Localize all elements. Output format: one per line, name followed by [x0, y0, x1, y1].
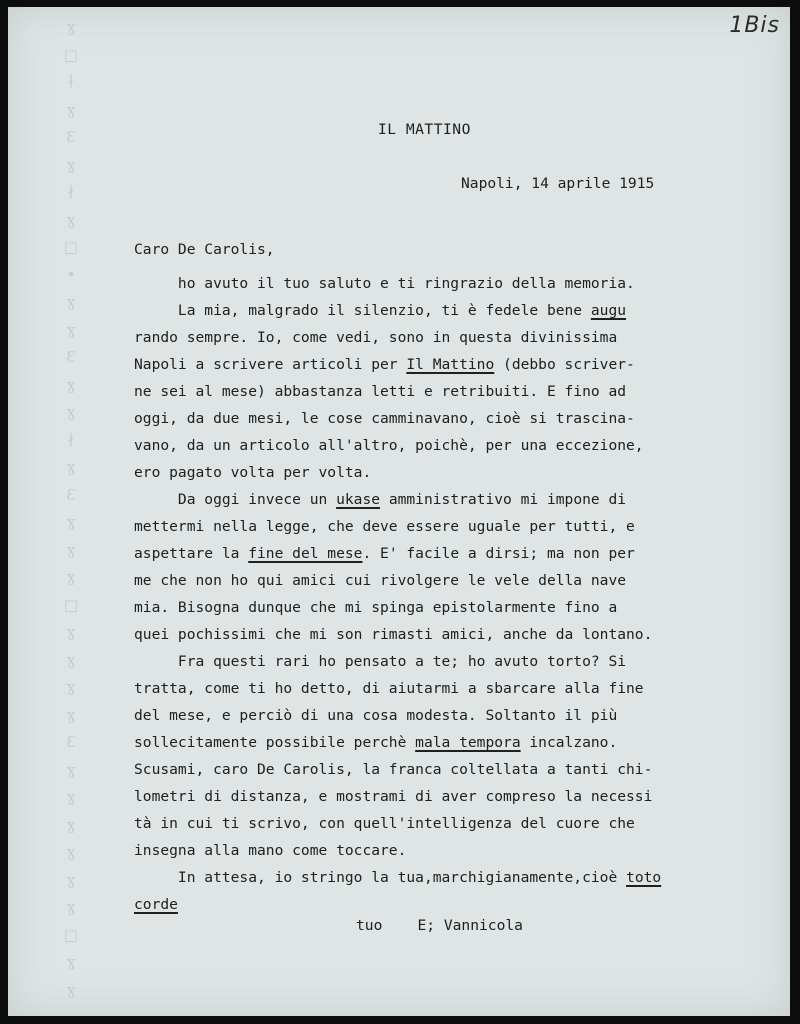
body-line: [134, 675, 774, 702]
underlined-text: mala tempora: [415, 734, 521, 751]
body-line: [134, 351, 774, 378]
letter-page: [8, 7, 790, 1016]
show-through-mark: ɣ: [66, 458, 76, 476]
body-text: lometri di distanza, e mostrami di aver compreso la necessi: [134, 788, 653, 805]
show-through-mark: ɣ: [66, 375, 76, 394]
body-text: Napoli a scrivere articoli per: [134, 356, 407, 373]
body-text: me che non ho qui amici cui rivolgere le vele della nave: [134, 572, 627, 589]
show-through-mark: ɣ: [66, 788, 76, 806]
body-line: [134, 324, 774, 351]
body-line: [134, 729, 774, 756]
body-text: amministrativo mi impone di: [380, 491, 627, 508]
body-line: [134, 648, 774, 675]
body-line: [134, 621, 774, 648]
underlined-text: ukase: [336, 491, 381, 508]
show-through-mark: ɣ: [66, 403, 76, 421]
body-text: mettermi nella legge, che deve essere uguale per tutti, e: [134, 518, 635, 535]
show-through-margin: [62, 7, 84, 1016]
body-line: [134, 891, 774, 918]
body-line: [134, 702, 774, 729]
show-through-mark: ɣ: [66, 540, 76, 559]
show-through-mark: ɣ: [66, 678, 76, 696]
body-line: [134, 486, 774, 513]
body-text: Da oggi invece un: [134, 491, 337, 508]
body-text: del mese, e perciò di una cosa modesta. Soltanto il più: [134, 707, 618, 724]
show-through-mark: ɣ: [66, 623, 76, 641]
show-through-mark: ɣ: [66, 705, 76, 724]
underlined-text: toto: [626, 869, 662, 886]
show-through-mark: ɣ: [66, 650, 76, 669]
show-through-mark: Ɛ: [66, 733, 76, 751]
body-text: (debbo scriver-: [494, 356, 635, 373]
show-through-mark: ɣ: [66, 155, 76, 174]
body-line: [134, 270, 774, 297]
body-text: . E' facile a dirsi; ma non per: [362, 545, 635, 562]
body-text: incalzano.: [520, 734, 618, 751]
show-through-mark: Ɛ: [66, 485, 76, 504]
body-text: sollecitamente possibile perchè: [134, 734, 416, 751]
show-through-mark: ɣ: [66, 100, 76, 119]
body-text: aspettare la: [134, 545, 249, 562]
body-text: rando sempre. Io, come vedi, sono in questa divinissima: [134, 329, 618, 346]
body-text: quei pochissimi che mi son rimasti amici, anche da lontano.: [134, 626, 653, 643]
body-line: [134, 297, 774, 324]
show-through-mark: ∤: [67, 430, 75, 449]
show-through-mark: ∤: [67, 73, 75, 91]
show-through-mark: □: [63, 595, 79, 614]
underlined-text: corde: [134, 896, 178, 913]
body-text: In attesa, io stringo la tua,marchigianamente,cioè: [134, 869, 627, 886]
body-line: [134, 837, 774, 864]
show-through-mark: ɣ: [66, 870, 76, 889]
show-through-mark: ɣ: [66, 568, 76, 586]
show-through-mark: ɣ: [66, 760, 76, 779]
show-through-mark: ɣ: [66, 980, 76, 999]
show-through-mark: □: [63, 238, 79, 256]
body-text: Fra questi rari ho pensato a te; ho avuto torto? Si: [134, 653, 627, 670]
body-line: [134, 783, 774, 810]
show-through-mark: ɣ: [66, 953, 76, 971]
show-through-mark: □: [63, 925, 79, 944]
body-text: ero pagato volta per volta.: [134, 464, 372, 481]
body-line: [134, 405, 774, 432]
dateline: Napoli, 14 aprile 1915: [461, 175, 655, 192]
show-through-mark: □: [63, 45, 79, 64]
body-text: oggi, da due mesi, le cose camminavano, cioè si trascina-: [134, 410, 635, 427]
body-line: [134, 432, 774, 459]
body-text: mia. Bisogna dunque che mi spinga epistolarmente fino a: [134, 599, 618, 616]
body-text: ho avuto il tuo saluto e ti ringrazio della memoria.: [134, 275, 635, 292]
body-line: [134, 540, 774, 567]
show-through-mark: ɣ: [66, 320, 76, 339]
body-line: [134, 567, 774, 594]
show-through-mark: ɣ: [66, 898, 76, 916]
archive-mark: 1Bis: [729, 13, 780, 38]
body-line: [134, 459, 774, 486]
show-through-mark: ɣ: [66, 210, 76, 229]
show-through-mark: Ɛ: [66, 348, 76, 366]
body-line: [134, 594, 774, 621]
show-through-mark: ∤: [67, 183, 75, 201]
body-line: [134, 513, 774, 540]
body-text: vano, da un articolo all'altro, poichè, per una eccezione,: [134, 437, 644, 454]
body-text: tratta, come ti ho detto, di aiutarmi a sbarcare alla fine: [134, 680, 644, 697]
body-text: Scusami, caro De Carolis, la franca coltellata a tanti chi-: [134, 761, 653, 778]
letterhead-title: IL MATTINO: [378, 121, 471, 138]
body-line: [134, 756, 774, 783]
underlined-text: augu: [590, 302, 627, 319]
show-through-mark: ɣ: [66, 293, 76, 311]
body-text: La mia, malgrado il silenzio, ti è fedele bene: [134, 302, 591, 319]
body-line: [134, 378, 774, 405]
body-text: ne sei al mese) abbastanza letti e retribuiti. E fino ad: [134, 383, 627, 400]
letter-body: [134, 270, 774, 918]
signature: tuo E; Vannicola: [356, 917, 523, 934]
show-through-mark: ɣ: [66, 18, 76, 36]
show-through-mark: ɣ: [66, 513, 76, 531]
show-through-mark: •: [66, 265, 76, 284]
body-text: tà in cui ti scrivo, con quell'intelligenza del cuore che: [134, 815, 635, 832]
salutation: Caro De Carolis,: [134, 241, 275, 258]
body-line: [134, 810, 774, 837]
show-through-mark: Ɛ: [66, 128, 76, 146]
show-through-mark: ɣ: [66, 843, 76, 861]
underlined-text: fine del mese: [248, 545, 363, 562]
show-through-mark: ɣ: [66, 815, 76, 834]
underlined-text: Il Mattino: [406, 356, 495, 373]
body-text: insegna alla mano come toccare.: [134, 842, 407, 859]
body-line: [134, 864, 774, 891]
